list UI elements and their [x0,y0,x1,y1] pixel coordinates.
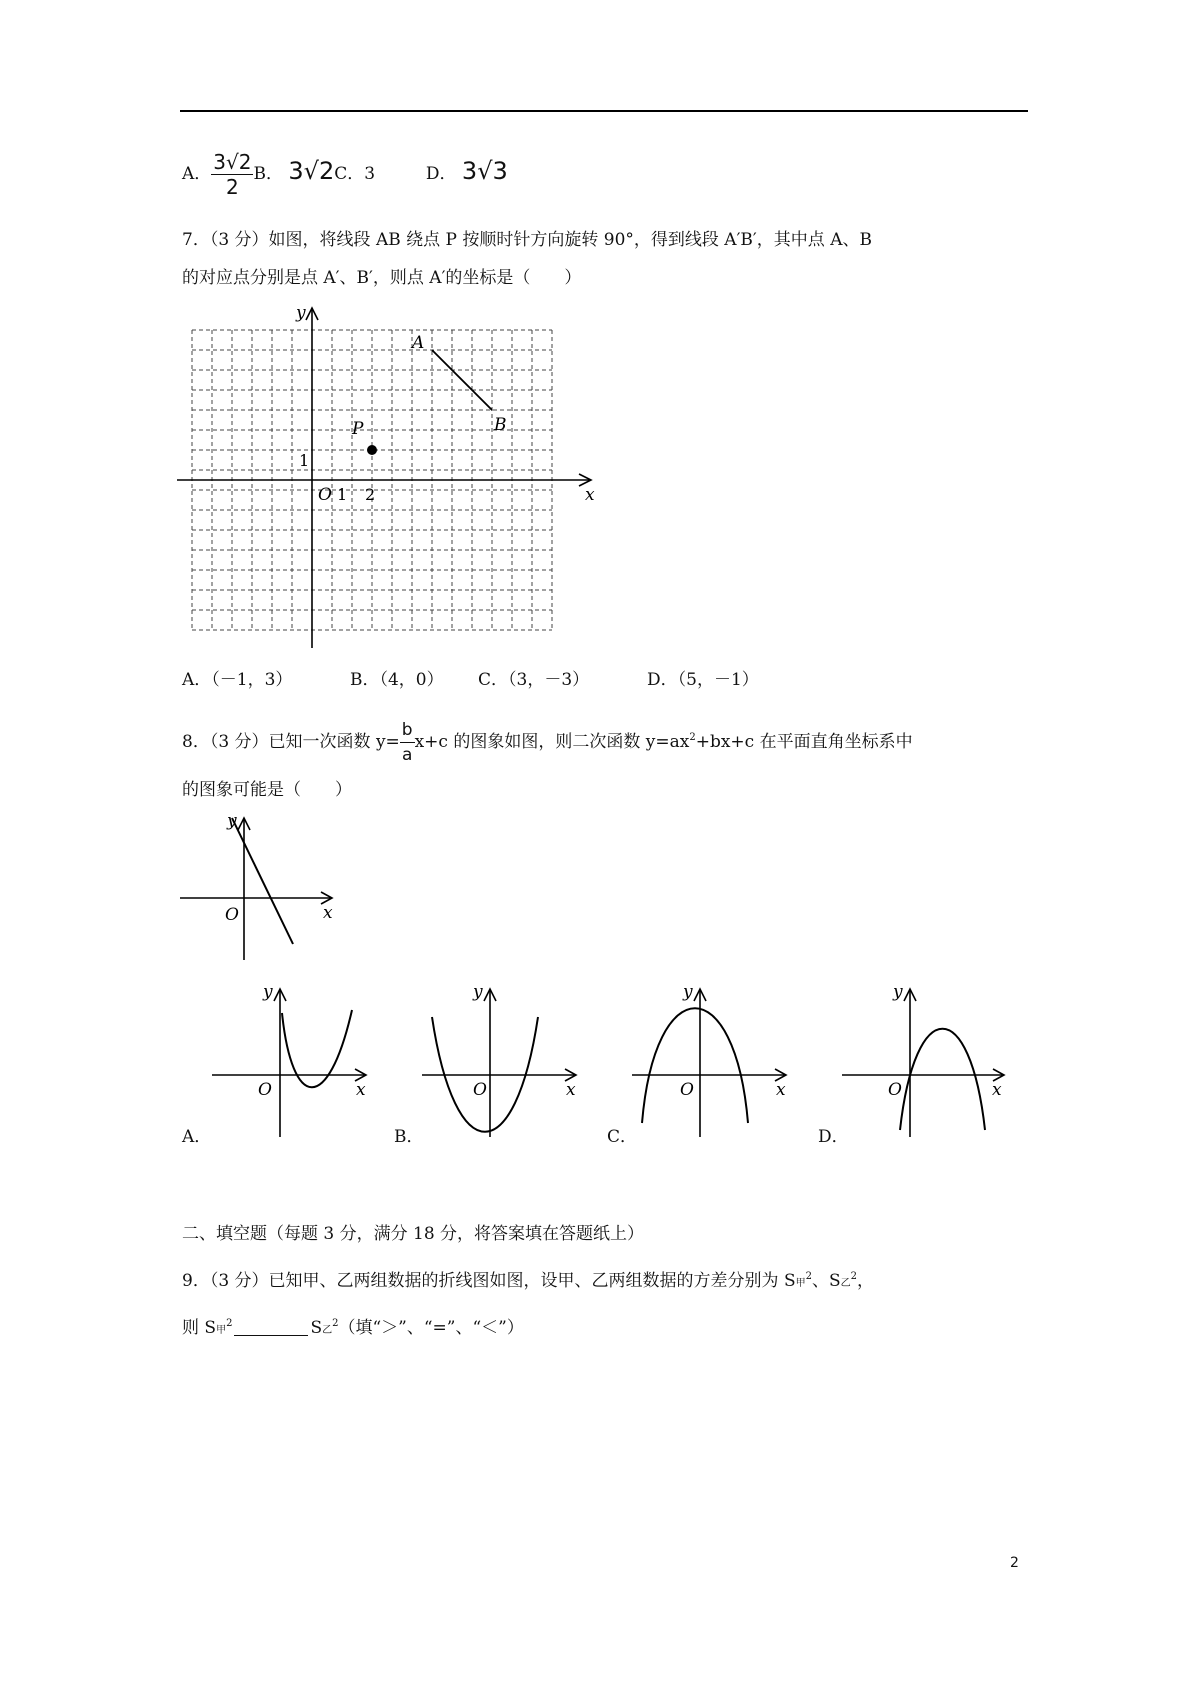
q6-option-b-label: B． [253,164,283,184]
q9-answer-blank[interactable] [234,1317,308,1336]
q9-line2-pre: 则 S [182,1318,217,1338]
q7-option-b: B．（4，0） [350,670,444,690]
q8-d-x-label: x [992,1080,1002,1100]
q7-point-a-label: A [412,333,425,353]
q8-fraction-denominator: a [401,745,413,765]
q9-stem-line1 [182,1265,874,1296]
q9-stem-end: ， [857,1271,874,1291]
q9-sub-yi: 乙 [840,1278,851,1289]
q9-stem-mid: 、S [811,1271,841,1291]
q7-origin-label: O [318,485,332,505]
q8-stem-line1 [182,718,913,767]
q8-exponent: 2 [689,732,696,743]
section-2-title: 二、填空题（每题 3 分，满分 18 分，将答案填在答题纸上） [182,1224,645,1244]
q8-option-c-label: C． [607,1127,638,1147]
q9-line2-sup-1: 2 [226,1318,233,1329]
q8-stem-line2: 的图象可能是（ ） [182,780,352,800]
q7-x-tick-2: 2 [365,485,376,504]
q8-linear-graph [178,804,338,964]
q8-d-origin: O [888,1080,902,1100]
q8-option-a-label: A． [182,1127,212,1147]
q7-option-d: D．（5，－1） [647,670,759,690]
q8-c-origin: O [680,1080,694,1100]
q7-y-axis-label: y [296,303,306,323]
q9-line2-sub-jia: 甲 [216,1325,227,1336]
q8-fraction [400,718,415,767]
q9-line2-sup-2: 2 [332,1318,339,1329]
q7-stem-line1: 7．（3 分）如图，将线段 AB 绕点 P 按顺时针方向旋转 90°，得到线段 A′B′，其中点 A、B [182,230,872,250]
q7-axes [177,308,591,648]
q7-segment-ab [432,350,492,410]
q8-option-a-graph [210,975,370,1140]
q8-option-c-graph [630,975,790,1140]
q6-option-d-value: 3√3 [461,157,508,185]
q8-d-y-label: y [893,982,903,1002]
q7-point-b-label: B [494,415,507,435]
q7-point-p [367,445,377,455]
q7-option-c: C．（3，－3） [478,670,590,690]
q8-linear-origin: O [225,905,239,925]
q6-option-a-numerator: 3√2 [213,150,252,174]
q9-line2-post: （填“＞”、“=”、“＜”） [338,1318,524,1338]
q9-stem-text: 9．（3 分）已知甲、乙两组数据的折线图如图，设甲、乙两组数据的方差分别为 S [182,1271,796,1291]
q9-stem-line2: 则 S甲$^2$ S乙$^2$（填“＞”、“=”、“＜”） [182,1318,524,1338]
q8-linear-y-label: y [227,811,237,831]
q8-fraction-numerator: b [400,718,415,743]
q7-y-tick-1: 1 [299,451,310,470]
q8-b-y-label: y [473,982,483,1002]
q8-option-d-label: D． [818,1127,849,1147]
q6-options [182,150,508,199]
q8-stem-mid: x+c 的图象如图，则二次函数 y=ax [414,732,690,752]
q7-x-tick-1: 1 [337,485,348,504]
q8-b-x-label: x [566,1080,576,1100]
q7-grid-figure [175,300,605,650]
q8-option-b-label: B． [394,1127,424,1147]
q7-option-a: A．（－1，3） [182,670,293,690]
q8-stem-post: +bx+c 在平面直角坐标系中 [695,732,913,752]
q8-a-y-label: y [263,982,273,1002]
q9-sup-2: 2 [850,1271,857,1282]
q8-option-b-graph [420,975,580,1140]
q9-line2-sub-yi: 乙 [322,1325,333,1336]
q6-option-c-label: C．3 [334,164,376,184]
q8-a-x-label: x [356,1080,366,1100]
q8-linear-x-label: x [323,903,333,923]
page-number: 2 [1010,1555,1019,1571]
q6-option-d-label: D． [425,164,457,184]
header-rule [180,110,1028,112]
q9-sub-jia: 甲 [795,1278,806,1289]
q7-point-p-label: P [352,419,364,439]
q8-c-x-label: x [776,1080,786,1100]
q8-b-origin: O [473,1080,487,1100]
q6-option-a-fraction [211,150,253,199]
q8-stem-pre: 8．（3 分）已知一次函数 y= [182,732,400,752]
q6-option-a-label: A． [182,164,212,184]
q6-option-b-value: 3√2 [288,157,335,185]
q8-option-d-graph [840,975,1010,1140]
q8-a-origin: O [258,1080,272,1100]
q6-option-a-denominator: 2 [226,175,239,199]
q7-x-axis-label: x [585,485,595,505]
q7-stem-line2: 的对应点分别是点 A′、B′，则点 A′的坐标是（ ） [182,268,582,288]
q8-c-y-label: y [683,982,693,1002]
q9-sup-1: 2 [805,1271,812,1282]
